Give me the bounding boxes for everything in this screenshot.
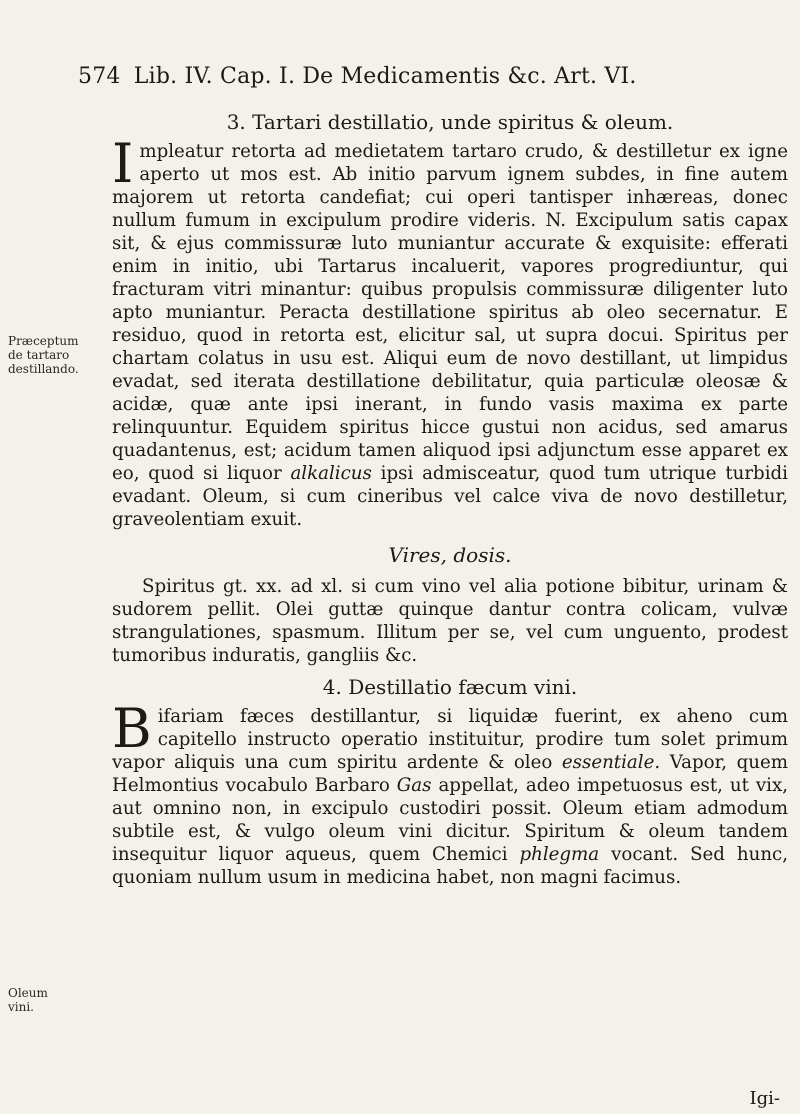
italic-essentiale: essentiale. bbox=[561, 752, 661, 773]
margin-note-tartar: Præceptum de tartaro destillando. bbox=[8, 334, 79, 376]
italic-gas: Gas bbox=[396, 775, 432, 796]
italic-alkalicus: alkalicus bbox=[290, 463, 372, 484]
section-3-title: 3. Tartari destillatio, unde spiritus & oleum. bbox=[226, 110, 674, 134]
page-body bbox=[112, 108, 788, 889]
section-4-text-c: appellat, adeo impetuosus est, ut vix, aut omnino non, in excipulo custodiri possit. Oleum etiam admodum subtile est, & vulgo oleum vini dicitur. Spiritum & oleum tandem insequitur liquor aqueus, quem Chemici bbox=[112, 775, 788, 865]
section-4-title: 4. Destillatio fæcum vini. bbox=[322, 675, 578, 699]
section-4-text-b: Vapor, quem Helmontius vocabulo Barbaro bbox=[112, 752, 788, 796]
page-number: 574 bbox=[78, 64, 121, 89]
dropcap-b: B bbox=[112, 697, 152, 760]
vires-paragraph: Spiritus gt. xx. ad xl. si cum vino vel alia potione bibitur, urinam & sudorem pellit. Olei guttæ quinque dantur contra colicam, vulvæ strangulationes, spasmum. Illitum per se, vel cum unguento, prodest tumoribus induratis, gangliis &c. bbox=[112, 576, 788, 666]
vires-title: Vires, dosis. bbox=[388, 543, 512, 567]
section-3-text-b: ipsi admisceatur, quod tum utrique turbidi evadant. Oleum, si cum cineribus vel calce viva de novo destilletur, graveolentiam exuit. bbox=[112, 463, 788, 530]
section-4-paragraph bbox=[112, 697, 788, 889]
section-3-text-a: mpleatur retorta ad medietatem tartaro crudo, & destilletur ex igne aperto ut mos est. Ab initio parvum ignem subdes, in fine autem majorem ut retorta candefiat; cui operi tantisper inhæreas, donec nullum fumum in excipulum prodire videris. N. Excipulum satis capax sit, & ejus commissuræ luto muniantur accurate & exquisite: efferati enim in initio, ubi Tartarus incaluerit, vapores progrediuntur, qui fracturam vitri minantur: quibus propulsis commissuræ diligenter luto apto muniantur. Peracta destillatione spiritus ab oleo secernatur. E residuo, quod in retorta est, elicitur sal, ut supra docui. Spiritus per chartam colatus in usu est. Aliqui eum de novo destillant, ut limpidus evadat, sed iterata destillatione debilitatur, quia particulæ oleosæ & acidæ, quæ ante ipsi inerant, in fundo vasis maxima ex parte relinquuntur. Equidem spiritus hicce gustui non acidus, sed amarus quadantenus, est; acidum tamen aliquod ipsi adjunctum esse apparet ex eo, quod si liquor bbox=[112, 141, 788, 484]
dropcap-i: I bbox=[112, 132, 134, 195]
running-header bbox=[78, 62, 788, 92]
running-head: Lib. IV. Cap. I. De Medicamentis &c. Art. VI. bbox=[133, 64, 637, 89]
section-3-paragraph bbox=[112, 132, 788, 531]
catchword: Igi- bbox=[749, 1088, 780, 1109]
italic-phlegma: phlegma bbox=[519, 844, 600, 865]
section-4-text-d: vocant. Sed hunc, quoniam nullum usum in medicina habet, non magni facimus. bbox=[112, 844, 788, 888]
section-4-text-a: ifariam fæces destillantur, si liquidæ fuerint, ex aheno cum capitello instructo operatio instituitur, prodire tum solet primum vapor aliquis una cum spiritu ardente & oleo bbox=[112, 706, 788, 773]
margin-note-oleum: Oleum vini. bbox=[8, 986, 48, 1014]
